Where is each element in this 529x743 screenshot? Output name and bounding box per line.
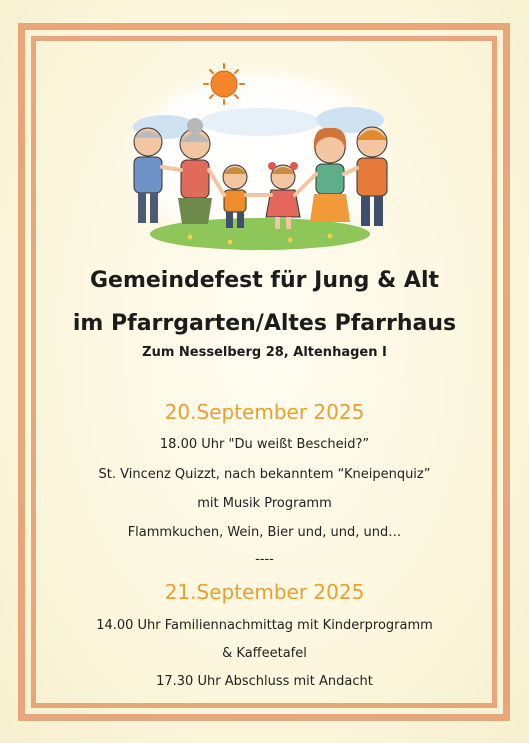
day1-line: 18.00 Uhr "Du weißt Bescheid?” bbox=[159, 437, 370, 452]
day1-line: Flammkuchen, Wein, Bier und, und, und… bbox=[127, 525, 402, 540]
day2-line: & Kaffeetafel bbox=[222, 646, 307, 661]
separator: ---- bbox=[255, 552, 274, 567]
event-title-line2: im Pfarrgarten/Altes Pfarrhaus bbox=[72, 311, 457, 336]
day2-line: 14.00 Uhr Familiennachmittag mit Kinderprogramm bbox=[96, 618, 433, 633]
father-figure bbox=[357, 127, 387, 226]
family-illustration bbox=[120, 62, 400, 252]
day1-line: St. Vincenz Quizzt, nach bekanntem “Kneipenquiz” bbox=[98, 467, 431, 482]
day1-line: mit Musik Programm bbox=[197, 496, 332, 511]
event-address: Zum Nesselberg 28, Altenhagen I bbox=[142, 345, 387, 360]
event-title-line1: Gemeindefest für Jung & Alt bbox=[89, 268, 440, 293]
date-day1: 20.September 2025 bbox=[164, 400, 365, 424]
day2-line: 17.30 Uhr Abschluss mit Andacht bbox=[156, 674, 373, 689]
date-day2: 21.September 2025 bbox=[164, 580, 365, 604]
